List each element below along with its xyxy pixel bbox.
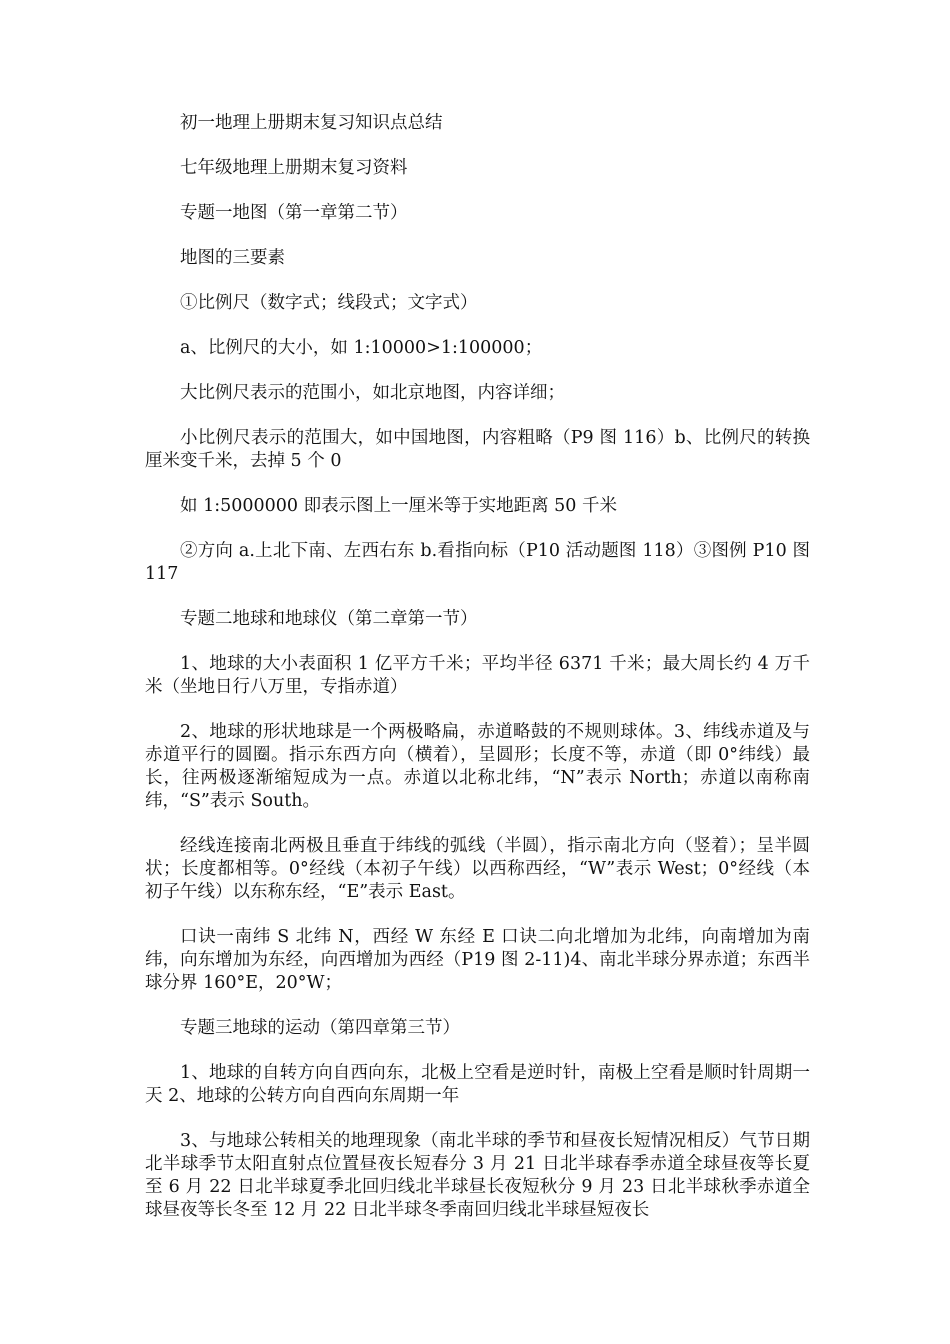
paragraph: 小比例尺表示的范围大，如中国地图，内容粗略（P9 图 116）b、比例尺的转换厘米变千米，去掉 5 个 0 [145,428,810,471]
paragraph: 地图的三要素 [180,248,285,268]
paragraph: 如 1:5000000 即表示图上一厘米等于实地距离 50 千米 [180,496,617,516]
paragraph: 大比例尺表示的范围小，如北京地图，内容详细； [180,383,565,403]
paragraph: 1、地球的自转方向自西向东，北极上空看是逆时针，南极上空看是顺时针周期一天 2、地球的公转方向自西向东周期一年 [145,1063,810,1106]
section-heading-maps: 专题一地图（第一章第二节） [180,203,408,223]
paragraph: 经线连接南北两极且垂直于纬线的弧线（半圆），指示南北方向（竖着）；呈半圆状；长度都相等。0°经线（本初子午线）以西称西经，“W”表示 West；0°经线（本初子午线）以东称东经，“E”表示 East。 [145,836,810,902]
paragraph: 口诀一南纬 S 北纬 N，西经 W 东经 E 口诀二向北增加为北纬，向南增加为南纬，向东增加为东经，向西增加为西经（P19 图 2-11)4、南北半球分界赤道；东西半球分界 160°E，20°W； [145,927,810,993]
paragraph: 2、地球的形状地球是一个两极略扁，赤道略鼓的不规则球体。3、纬线赤道及与赤道平行的圆圈。指示东西方向（横着），呈圆形；长度不等，赤道（即 0°纬线）最长，往两极逐渐缩短成为一点。赤道以北称北纬，“N”表示 North；赤道以南称南纬，“S”表示 South。 [145,722,810,811]
section-heading-earth-motion: 专题三地球的运动（第四章第三节） [180,1018,460,1038]
paragraph: ②方向 a.上北下南、左西右东 b.看指向标（P10 活动题图 118）③图例 P10 图 117 [145,541,810,584]
doc-title: 初一地理上册期末复习知识点总结 [180,113,443,133]
paragraph: 3、与地球公转相关的地理现象（南北半球的季节和昼夜长短情况相反）气节日期北半球季节太阳直射点位置昼夜长短春分 3 月 21 日北半球春季赤道全球昼夜等长夏至 6 月 22 日北半球夏季北回归线北半球昼长夜短秋分 9 月 23 日北半球秋季赤道全球昼夜等长冬至 12 月 22 日北半球冬季南回归线北半球昼短夜长 [145,1131,810,1220]
paragraph: ①比例尺（数字式；线段式；文字式） [180,293,478,313]
paragraph: 1、地球的大小表面积 1 亿平方千米；平均半径 6371 千米；最大周长约 4 万千米（坐地日行八万里，专指赤道） [145,654,810,697]
paragraph: a、比例尺的大小，如 1:10000>1:100000； [180,338,543,358]
document-page [145,112,810,1244]
doc-subtitle: 七年级地理上册期末复习资料 [180,158,408,178]
section-heading-earth-globe: 专题二地球和地球仪（第二章第一节） [180,609,478,629]
